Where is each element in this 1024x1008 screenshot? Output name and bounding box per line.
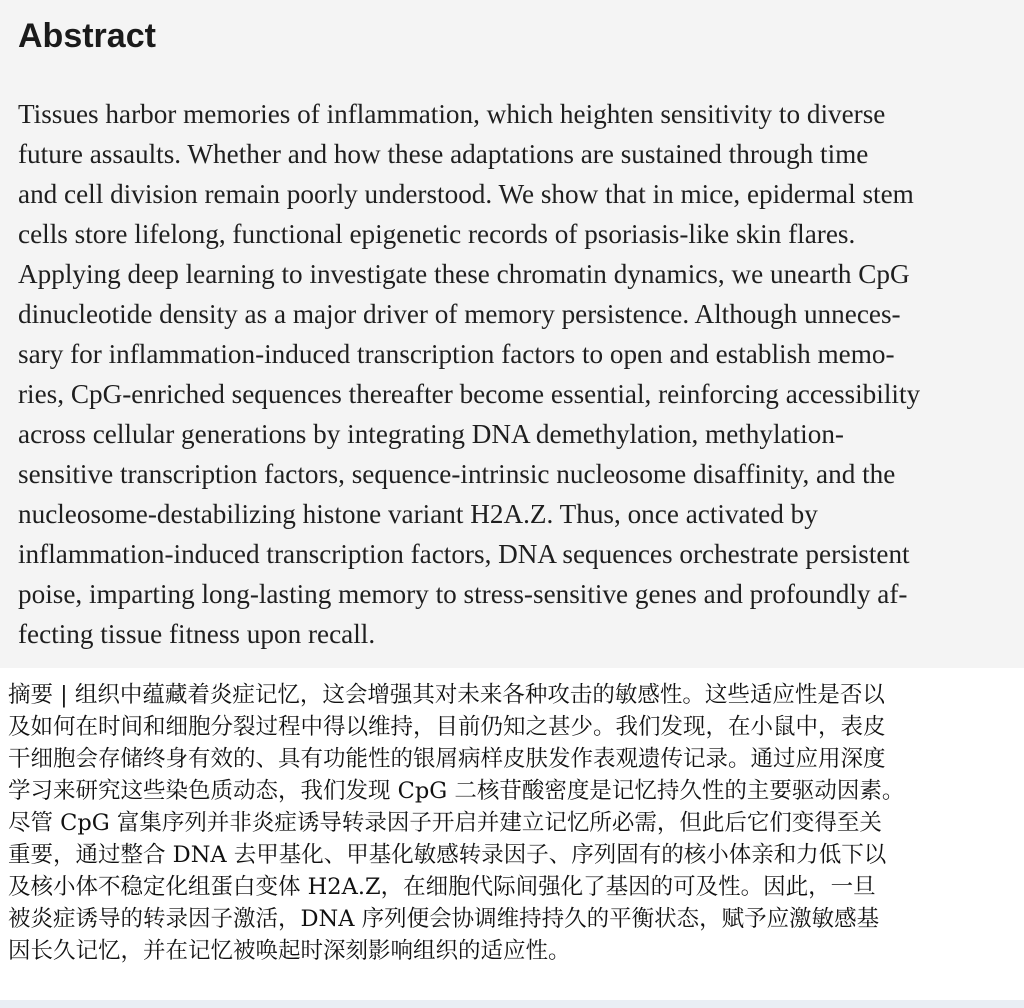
- abstract-heading: Abstract: [18, 17, 156, 55]
- abstract-line: ries, CpG-enriched sequences thereafter become essential, reinforcing accessibility: [18, 379, 921, 409]
- abstract-body: [18, 94, 1010, 654]
- translation-line: 学习来研究这些染色质动态，我们发现 CpG 二核苷酸密度是记忆持久性的主要驱动因素。: [8, 778, 905, 804]
- translation-line: 被炎症诱导的转录因子激活，DNA 序列便会协调维持持久的平衡状态，赋予应激敏感基: [8, 906, 880, 932]
- abstract-line: fecting tissue fitness upon recall.: [18, 619, 376, 649]
- abstract-line: dinucleotide density as a major driver of memory persistence. Although unneces-: [18, 299, 901, 329]
- abstract-line: poise, imparting long-lasting memory to stress-sensitive genes and profoundly af-: [18, 579, 908, 609]
- abstract-line: sensitive transcription factors, sequence-intrinsic nucleosome disaffinity, and the: [18, 459, 896, 489]
- abstract-line: cells store lifelong, functional epigenetic records of psoriasis-like skin flares.: [18, 219, 856, 249]
- chinese-translation: [8, 679, 1020, 967]
- abstract-line: across cellular generations by integrating DNA demethylation, methylation-: [18, 419, 844, 449]
- abstract-line: and cell division remain poorly understood. We show that in mice, epidermal stem: [18, 179, 914, 209]
- translation-line: 尽管 CpG 富集序列并非炎症诱导转录因子开启并建立记忆所必需，但此后它们变得至关: [8, 810, 882, 836]
- abstract-line: sary for inflammation-induced transcription factors to open and establish memo-: [18, 339, 895, 369]
- abstract-line: nucleosome-destabilizing histone variant H2A.Z. Thus, once activated by: [18, 499, 818, 529]
- translation-line: 干细胞会存储终身有效的、具有功能性的银屑病样皮肤发作表观遗传记录。通过应用深度: [8, 746, 886, 772]
- translation-line: 及核小体不稳定化组蛋白变体 H2A.Z，在细胞代际间强化了基因的可及性。因此，一旦: [8, 874, 876, 900]
- translation-line: 因长久记忆，并在记忆被唤起时深刻影响组织的适应性。: [8, 938, 571, 964]
- translation-line: 重要，通过整合 DNA 去甲基化、甲基化敏感转录因子、序列固有的核小体亲和力低下以: [8, 842, 887, 868]
- abstract-line: future assaults. Whether and how these adaptations are sustained through time: [18, 139, 869, 169]
- abstract-line: Tissues harbor memories of inflammation, which heighten sensitivity to diverse: [18, 99, 886, 129]
- abstract-line: Applying deep learning to investigate these chromatin dynamics, we unearth CpG: [18, 259, 910, 289]
- translation-line: 及如何在时间和细胞分裂过程中得以维持，目前仍知之甚少。我们发现，在小鼠中，表皮: [8, 714, 886, 740]
- translation-line: 摘要 | 组织中蕴藏着炎症记忆，这会增强其对未来各种攻击的敏感性。这些适应性是否以: [8, 682, 885, 708]
- abstract-line: inflammation-induced transcription factors, DNA sequences orchestrate persistent: [18, 539, 910, 569]
- bottom-divider: [0, 1000, 1024, 1008]
